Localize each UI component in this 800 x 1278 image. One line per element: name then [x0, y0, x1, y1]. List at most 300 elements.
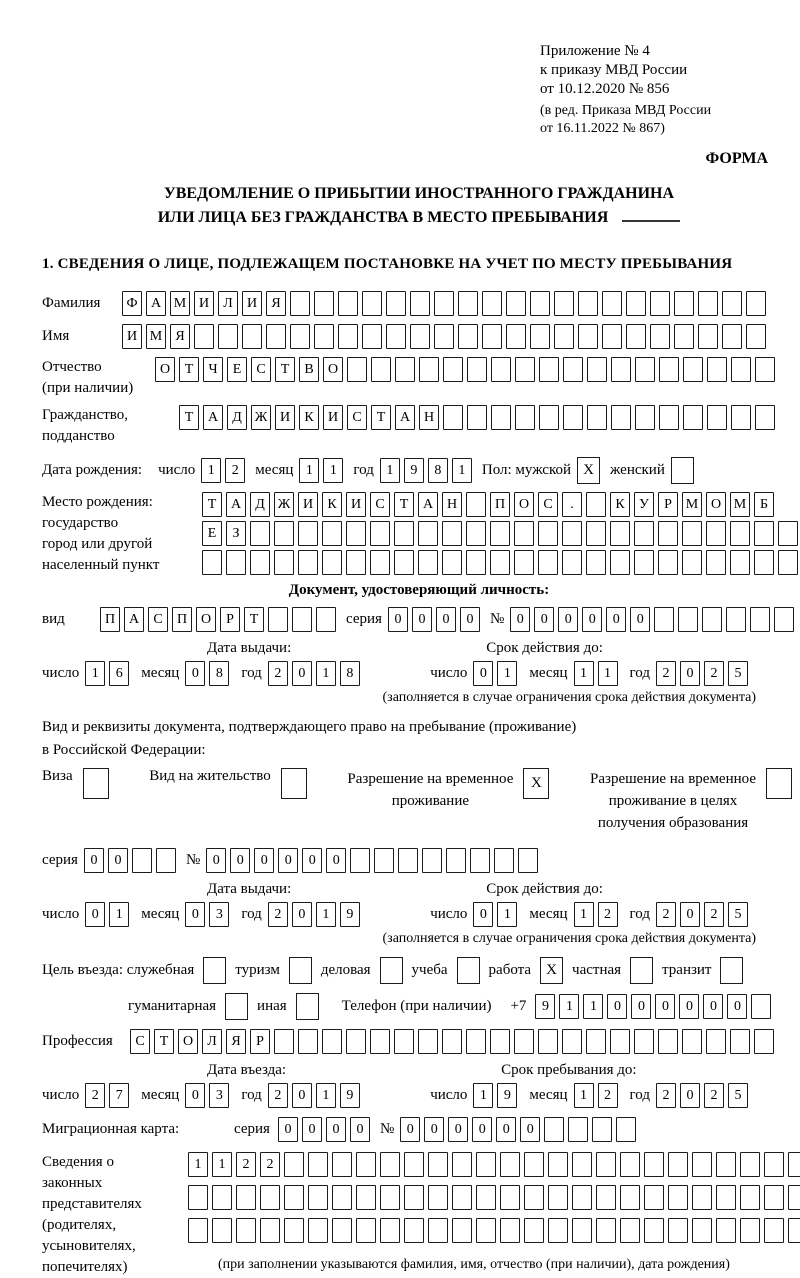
char-cell[interactable]: 0: [85, 902, 105, 927]
char-cell[interactable]: 1: [316, 661, 336, 686]
char-cell[interactable]: [692, 1152, 712, 1177]
char-cell[interactable]: А: [226, 492, 246, 517]
char-cell[interactable]: [682, 1029, 702, 1054]
char-cell[interactable]: 9: [497, 1083, 517, 1108]
char-cell[interactable]: Н: [419, 405, 439, 430]
temp-residence-checkbox[interactable]: X: [523, 768, 549, 799]
char-cell[interactable]: [620, 1152, 640, 1177]
char-cell[interactable]: [362, 291, 382, 316]
char-cell[interactable]: 0: [496, 1117, 516, 1142]
char-cell[interactable]: Р: [220, 607, 240, 632]
char-cell[interactable]: .: [562, 492, 582, 517]
char-cell[interactable]: [274, 521, 294, 546]
char-cell[interactable]: [132, 848, 152, 873]
char-cell[interactable]: 0: [558, 607, 578, 632]
char-cell[interactable]: [374, 848, 394, 873]
char-cell[interactable]: 0: [292, 902, 312, 927]
char-cell[interactable]: 0: [292, 661, 312, 686]
char-cell[interactable]: [467, 405, 487, 430]
char-cell[interactable]: [338, 324, 358, 349]
char-cell[interactable]: [788, 1152, 800, 1177]
char-cell[interactable]: [418, 550, 438, 575]
char-cell[interactable]: [506, 324, 526, 349]
char-cell[interactable]: [548, 1218, 568, 1243]
char-cell[interactable]: Н: [442, 492, 462, 517]
char-cell[interactable]: [346, 550, 366, 575]
char-cell[interactable]: 1: [574, 902, 594, 927]
char-cell[interactable]: Т: [154, 1029, 174, 1054]
char-cell[interactable]: [538, 550, 558, 575]
char-cell[interactable]: Ф: [122, 291, 142, 316]
char-cell[interactable]: [434, 291, 454, 316]
char-cell[interactable]: [563, 357, 583, 382]
char-cell[interactable]: [586, 550, 606, 575]
char-cell[interactable]: 5: [728, 902, 748, 927]
char-cell[interactable]: [706, 550, 726, 575]
char-cell[interactable]: [188, 1218, 208, 1243]
char-cell[interactable]: 2: [656, 902, 676, 927]
char-cell[interactable]: [266, 324, 286, 349]
char-cell[interactable]: А: [124, 607, 144, 632]
char-cell[interactable]: 0: [630, 607, 650, 632]
char-cell[interactable]: [755, 405, 775, 430]
char-cell[interactable]: 9: [340, 902, 360, 927]
char-cell[interactable]: [716, 1185, 736, 1210]
char-cell[interactable]: 3: [209, 902, 229, 927]
char-cell[interactable]: [394, 550, 414, 575]
char-cell[interactable]: Т: [202, 492, 222, 517]
private-checkbox[interactable]: [630, 957, 653, 984]
char-cell[interactable]: Р: [658, 492, 678, 517]
char-cell[interactable]: Е: [202, 521, 222, 546]
char-cell[interactable]: [290, 324, 310, 349]
char-cell[interactable]: [350, 848, 370, 873]
char-cell[interactable]: [658, 550, 678, 575]
char-cell[interactable]: В: [299, 357, 319, 382]
char-cell[interactable]: 0: [185, 1083, 205, 1108]
char-cell[interactable]: [722, 324, 742, 349]
char-cell[interactable]: И: [242, 291, 262, 316]
char-cell[interactable]: Р: [250, 1029, 270, 1054]
char-cell[interactable]: [298, 521, 318, 546]
char-cell[interactable]: [500, 1152, 520, 1177]
char-cell[interactable]: 0: [388, 607, 408, 632]
work-checkbox[interactable]: X: [540, 957, 563, 984]
char-cell[interactable]: 0: [254, 848, 274, 873]
char-cell[interactable]: 5: [728, 1083, 748, 1108]
char-cell[interactable]: 0: [108, 848, 128, 873]
char-cell[interactable]: [490, 1029, 510, 1054]
char-cell[interactable]: С: [148, 607, 168, 632]
char-cell[interactable]: [314, 324, 334, 349]
char-cell[interactable]: [442, 521, 462, 546]
char-cell[interactable]: [422, 848, 442, 873]
char-cell[interactable]: [730, 521, 750, 546]
char-cell[interactable]: [524, 1218, 544, 1243]
char-cell[interactable]: О: [706, 492, 726, 517]
char-cell[interactable]: 2: [236, 1152, 256, 1177]
char-cell[interactable]: 1: [299, 458, 319, 483]
char-cell[interactable]: 2: [268, 661, 288, 686]
char-cell[interactable]: [726, 607, 746, 632]
char-cell[interactable]: П: [100, 607, 120, 632]
char-cell[interactable]: А: [146, 291, 166, 316]
char-cell[interactable]: [716, 1218, 736, 1243]
char-cell[interactable]: [308, 1218, 328, 1243]
char-cell[interactable]: [634, 521, 654, 546]
char-cell[interactable]: И: [346, 492, 366, 517]
char-cell[interactable]: И: [194, 291, 214, 316]
char-cell[interactable]: [530, 324, 550, 349]
char-cell[interactable]: Я: [266, 291, 286, 316]
char-cell[interactable]: [610, 1029, 630, 1054]
char-cell[interactable]: [308, 1185, 328, 1210]
char-cell[interactable]: [644, 1185, 664, 1210]
char-cell[interactable]: 1: [316, 902, 336, 927]
char-cell[interactable]: О: [178, 1029, 198, 1054]
char-cell[interactable]: [466, 550, 486, 575]
char-cell[interactable]: [731, 405, 751, 430]
char-cell[interactable]: [370, 1029, 390, 1054]
char-cell[interactable]: [316, 607, 336, 632]
char-cell[interactable]: [740, 1185, 760, 1210]
char-cell[interactable]: [419, 357, 439, 382]
char-cell[interactable]: Д: [250, 492, 270, 517]
char-cell[interactable]: О: [323, 357, 343, 382]
char-cell[interactable]: 9: [404, 458, 424, 483]
char-cell[interactable]: [346, 1029, 366, 1054]
char-cell[interactable]: [730, 1029, 750, 1054]
char-cell[interactable]: 2: [268, 1083, 288, 1108]
char-cell[interactable]: [586, 521, 606, 546]
char-cell[interactable]: [659, 405, 679, 430]
char-cell[interactable]: Б: [754, 492, 774, 517]
char-cell[interactable]: [616, 1117, 636, 1142]
char-cell[interactable]: [284, 1185, 304, 1210]
char-cell[interactable]: [370, 521, 390, 546]
char-cell[interactable]: [578, 291, 598, 316]
char-cell[interactable]: С: [538, 492, 558, 517]
char-cell[interactable]: 0: [727, 994, 747, 1019]
char-cell[interactable]: 1: [574, 1083, 594, 1108]
char-cell[interactable]: [764, 1185, 784, 1210]
char-cell[interactable]: [626, 324, 646, 349]
char-cell[interactable]: [764, 1152, 784, 1177]
char-cell[interactable]: [443, 405, 463, 430]
char-cell[interactable]: С: [347, 405, 367, 430]
char-cell[interactable]: 0: [460, 607, 480, 632]
char-cell[interactable]: Д: [227, 405, 247, 430]
char-cell[interactable]: 2: [704, 902, 724, 927]
char-cell[interactable]: [596, 1185, 616, 1210]
char-cell[interactable]: 9: [535, 994, 555, 1019]
char-cell[interactable]: [740, 1218, 760, 1243]
char-cell[interactable]: 8: [428, 458, 448, 483]
char-cell[interactable]: [610, 550, 630, 575]
char-cell[interactable]: [668, 1185, 688, 1210]
char-cell[interactable]: М: [146, 324, 166, 349]
char-cell[interactable]: М: [730, 492, 750, 517]
char-cell[interactable]: З: [226, 521, 246, 546]
char-cell[interactable]: [755, 357, 775, 382]
char-cell[interactable]: [218, 324, 238, 349]
char-cell[interactable]: [458, 291, 478, 316]
char-cell[interactable]: [410, 291, 430, 316]
char-cell[interactable]: Е: [227, 357, 247, 382]
char-cell[interactable]: 0: [302, 1117, 322, 1142]
visa-checkbox[interactable]: [83, 768, 109, 799]
char-cell[interactable]: [524, 1152, 544, 1177]
char-cell[interactable]: [418, 521, 438, 546]
char-cell[interactable]: [260, 1185, 280, 1210]
char-cell[interactable]: [156, 848, 176, 873]
char-cell[interactable]: [706, 521, 726, 546]
char-cell[interactable]: 7: [109, 1083, 129, 1108]
char-cell[interactable]: [754, 1029, 774, 1054]
char-cell[interactable]: [722, 291, 742, 316]
char-cell[interactable]: К: [299, 405, 319, 430]
char-cell[interactable]: [788, 1218, 800, 1243]
char-cell[interactable]: [500, 1185, 520, 1210]
char-cell[interactable]: [707, 357, 727, 382]
char-cell[interactable]: [260, 1218, 280, 1243]
female-checkbox[interactable]: [671, 457, 694, 484]
char-cell[interactable]: [356, 1152, 376, 1177]
char-cell[interactable]: [539, 405, 559, 430]
char-cell[interactable]: [587, 357, 607, 382]
char-cell[interactable]: [572, 1218, 592, 1243]
char-cell[interactable]: [332, 1152, 352, 1177]
char-cell[interactable]: [188, 1185, 208, 1210]
char-cell[interactable]: Т: [275, 357, 295, 382]
char-cell[interactable]: [778, 550, 798, 575]
humanitarian-checkbox[interactable]: [225, 993, 248, 1020]
char-cell[interactable]: [490, 521, 510, 546]
char-cell[interactable]: [466, 1029, 486, 1054]
char-cell[interactable]: [380, 1185, 400, 1210]
char-cell[interactable]: [467, 357, 487, 382]
char-cell[interactable]: [494, 848, 514, 873]
char-cell[interactable]: 2: [704, 1083, 724, 1108]
char-cell[interactable]: 2: [268, 902, 288, 927]
char-cell[interactable]: [491, 405, 511, 430]
char-cell[interactable]: 0: [606, 607, 626, 632]
char-cell[interactable]: Л: [202, 1029, 222, 1054]
char-cell[interactable]: 0: [185, 661, 205, 686]
char-cell[interactable]: [491, 357, 511, 382]
char-cell[interactable]: [698, 291, 718, 316]
char-cell[interactable]: [635, 405, 655, 430]
char-cell[interactable]: [596, 1152, 616, 1177]
char-cell[interactable]: 0: [680, 902, 700, 927]
char-cell[interactable]: [476, 1152, 496, 1177]
char-cell[interactable]: 2: [656, 1083, 676, 1108]
char-cell[interactable]: 0: [230, 848, 250, 873]
char-cell[interactable]: А: [418, 492, 438, 517]
char-cell[interactable]: 0: [302, 848, 322, 873]
char-cell[interactable]: [554, 324, 574, 349]
char-cell[interactable]: 2: [598, 902, 618, 927]
char-cell[interactable]: Т: [394, 492, 414, 517]
char-cell[interactable]: 0: [631, 994, 651, 1019]
char-cell[interactable]: [514, 1029, 534, 1054]
char-cell[interactable]: 0: [185, 902, 205, 927]
char-cell[interactable]: [764, 1218, 784, 1243]
char-cell[interactable]: [380, 1152, 400, 1177]
char-cell[interactable]: 1: [497, 661, 517, 686]
char-cell[interactable]: И: [122, 324, 142, 349]
char-cell[interactable]: И: [298, 492, 318, 517]
char-cell[interactable]: [212, 1185, 232, 1210]
char-cell[interactable]: 1: [323, 458, 343, 483]
char-cell[interactable]: [514, 550, 534, 575]
char-cell[interactable]: Т: [179, 357, 199, 382]
char-cell[interactable]: 1: [559, 994, 579, 1019]
char-cell[interactable]: Я: [170, 324, 190, 349]
char-cell[interactable]: [470, 848, 490, 873]
char-cell[interactable]: [668, 1152, 688, 1177]
char-cell[interactable]: [398, 848, 418, 873]
char-cell[interactable]: [578, 324, 598, 349]
char-cell[interactable]: [706, 1029, 726, 1054]
char-cell[interactable]: [620, 1218, 640, 1243]
char-cell[interactable]: [466, 521, 486, 546]
char-cell[interactable]: 0: [448, 1117, 468, 1142]
char-cell[interactable]: [682, 521, 702, 546]
char-cell[interactable]: Ж: [274, 492, 294, 517]
char-cell[interactable]: [446, 848, 466, 873]
char-cell[interactable]: [442, 1029, 462, 1054]
char-cell[interactable]: [586, 1029, 606, 1054]
char-cell[interactable]: [658, 1029, 678, 1054]
char-cell[interactable]: [746, 291, 766, 316]
char-cell[interactable]: О: [514, 492, 534, 517]
char-cell[interactable]: [707, 405, 727, 430]
char-cell[interactable]: П: [172, 607, 192, 632]
char-cell[interactable]: [395, 357, 415, 382]
char-cell[interactable]: Л: [218, 291, 238, 316]
char-cell[interactable]: [602, 291, 622, 316]
char-cell[interactable]: 0: [510, 607, 530, 632]
char-cell[interactable]: 2: [260, 1152, 280, 1177]
char-cell[interactable]: [730, 550, 750, 575]
char-cell[interactable]: [338, 291, 358, 316]
other-checkbox[interactable]: [296, 993, 319, 1020]
char-cell[interactable]: [620, 1185, 640, 1210]
char-cell[interactable]: 0: [680, 1083, 700, 1108]
char-cell[interactable]: М: [682, 492, 702, 517]
char-cell[interactable]: [298, 1029, 318, 1054]
char-cell[interactable]: С: [251, 357, 271, 382]
char-cell[interactable]: 0: [520, 1117, 540, 1142]
char-cell[interactable]: [674, 324, 694, 349]
char-cell[interactable]: С: [130, 1029, 150, 1054]
char-cell[interactable]: 0: [472, 1117, 492, 1142]
char-cell[interactable]: [268, 607, 288, 632]
char-cell[interactable]: [538, 521, 558, 546]
char-cell[interactable]: [650, 324, 670, 349]
char-cell[interactable]: [774, 607, 794, 632]
char-cell[interactable]: 0: [278, 848, 298, 873]
char-cell[interactable]: [404, 1218, 424, 1243]
char-cell[interactable]: Ж: [251, 405, 271, 430]
tourism-checkbox[interactable]: [289, 957, 312, 984]
char-cell[interactable]: [682, 550, 702, 575]
char-cell[interactable]: 0: [582, 607, 602, 632]
char-cell[interactable]: У: [634, 492, 654, 517]
char-cell[interactable]: [610, 521, 630, 546]
char-cell[interactable]: Т: [179, 405, 199, 430]
char-cell[interactable]: [236, 1185, 256, 1210]
char-cell[interactable]: А: [395, 405, 415, 430]
char-cell[interactable]: [452, 1218, 472, 1243]
char-cell[interactable]: [634, 550, 654, 575]
char-cell[interactable]: [194, 324, 214, 349]
char-cell[interactable]: [490, 550, 510, 575]
char-cell[interactable]: 1: [574, 661, 594, 686]
char-cell[interactable]: [554, 291, 574, 316]
char-cell[interactable]: [428, 1185, 448, 1210]
char-cell[interactable]: [284, 1218, 304, 1243]
char-cell[interactable]: [538, 1029, 558, 1054]
char-cell[interactable]: [692, 1185, 712, 1210]
char-cell[interactable]: [611, 357, 631, 382]
char-cell[interactable]: [308, 1152, 328, 1177]
char-cell[interactable]: И: [275, 405, 295, 430]
char-cell[interactable]: 0: [703, 994, 723, 1019]
char-cell[interactable]: [754, 521, 774, 546]
char-cell[interactable]: [518, 848, 538, 873]
char-cell[interactable]: [410, 324, 430, 349]
char-cell[interactable]: 0: [84, 848, 104, 873]
char-cell[interactable]: 1: [497, 902, 517, 927]
char-cell[interactable]: [592, 1117, 612, 1142]
char-cell[interactable]: 0: [350, 1117, 370, 1142]
char-cell[interactable]: [284, 1152, 304, 1177]
char-cell[interactable]: [322, 550, 342, 575]
char-cell[interactable]: [544, 1117, 564, 1142]
char-cell[interactable]: [740, 1152, 760, 1177]
char-cell[interactable]: 0: [473, 661, 493, 686]
char-cell[interactable]: 1: [583, 994, 603, 1019]
char-cell[interactable]: Ч: [203, 357, 223, 382]
char-cell[interactable]: 2: [85, 1083, 105, 1108]
char-cell[interactable]: [586, 492, 606, 517]
char-cell[interactable]: 0: [278, 1117, 298, 1142]
transit-checkbox[interactable]: [720, 957, 743, 984]
char-cell[interactable]: [386, 324, 406, 349]
char-cell[interactable]: [226, 550, 246, 575]
char-cell[interactable]: 1: [452, 458, 472, 483]
char-cell[interactable]: 1: [598, 661, 618, 686]
char-cell[interactable]: [654, 607, 674, 632]
temp-residence-edu-checkbox[interactable]: [766, 768, 792, 799]
char-cell[interactable]: [539, 357, 559, 382]
char-cell[interactable]: [332, 1185, 352, 1210]
char-cell[interactable]: Т: [244, 607, 264, 632]
char-cell[interactable]: 0: [292, 1083, 312, 1108]
char-cell[interactable]: 2: [704, 661, 724, 686]
char-cell[interactable]: [434, 324, 454, 349]
char-cell[interactable]: [418, 1029, 438, 1054]
char-cell[interactable]: [515, 405, 535, 430]
char-cell[interactable]: [611, 405, 631, 430]
char-cell[interactable]: [202, 550, 222, 575]
char-cell[interactable]: 0: [412, 607, 432, 632]
study-checkbox[interactable]: [457, 957, 480, 984]
char-cell[interactable]: [242, 324, 262, 349]
official-checkbox[interactable]: [203, 957, 226, 984]
